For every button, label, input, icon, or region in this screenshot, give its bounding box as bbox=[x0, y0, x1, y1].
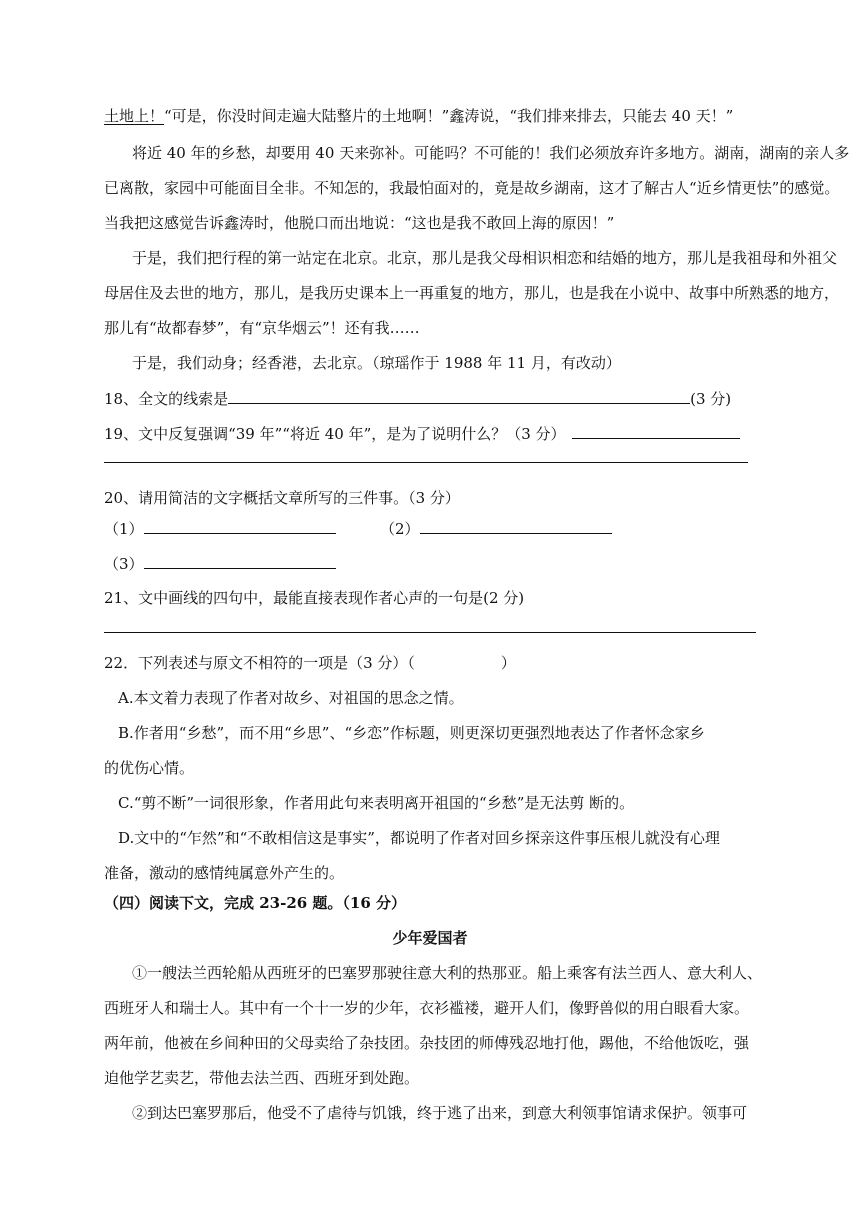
q22-option-b-line-2: 的优伤心情。 bbox=[104, 759, 195, 777]
para4: 于是，我们动身；经香港，去北京。（琼瑶作于 1988 年 11 月，有改动） bbox=[132, 354, 621, 372]
q19-label: 19、文中反复强调“39 年”“将近 40 年”，是为了说明什么？（3 分） bbox=[104, 425, 566, 443]
q20-item-2-label: （2） bbox=[380, 520, 420, 538]
q19-answer-blank[interactable] bbox=[572, 423, 740, 439]
q20-item-3 bbox=[104, 553, 336, 574]
para3-line-3: 那儿有“故都春梦”，有“京华烟云”！还有我…… bbox=[104, 319, 420, 337]
q18-label: 18、全文的线索是 bbox=[104, 390, 229, 408]
question-21: 21、文中画线的四句中，最能直接表现作者心声的一句是(2 分) bbox=[104, 589, 525, 607]
underlined-sentence: 土地上！ bbox=[104, 107, 165, 125]
q18-score: (3 分) bbox=[690, 390, 732, 408]
q22-close: ） bbox=[500, 654, 516, 672]
passage-line-1-rest: “可是，你没时间走遍大陆整片的土地啊！”鑫涛说，“我们排来排去，只能去 40 天！” bbox=[164, 107, 734, 125]
q22-label: 22．下列表述与原文不相符的一项是（3 分）（ bbox=[104, 654, 415, 672]
para2-line-2: 已离散，家园中可能面目全非。不知怎的，我最怕面对的，竟是故乡湖南，这才了解古人“近乡情更怯”的感觉。 bbox=[104, 179, 840, 197]
q20-item-3-blank[interactable] bbox=[144, 553, 336, 569]
q22-option-c: C.“剪不断”一词很形象，作者用此句来表明离开祖国的“乡愁”是无法剪 断的。 bbox=[118, 794, 635, 812]
q20-item-2 bbox=[380, 518, 612, 539]
q20-item-1-label: （1） bbox=[104, 520, 144, 538]
article-title: 少年爱国者 bbox=[392, 929, 468, 947]
question-19 bbox=[104, 423, 758, 444]
q20-item-1-blank[interactable] bbox=[144, 518, 336, 534]
q20-item-3-label: （3） bbox=[104, 555, 144, 573]
q22-option-b-line-1: B.作者用“乡愁”，而不用“乡思”、“乡恋”作标题，则更深切更强烈地表达了作者怀念家乡 bbox=[118, 724, 705, 742]
q22-option-d-line-2: 准备，激动的感情纯属意外产生的。 bbox=[104, 864, 345, 882]
para3-line-1: 于是，我们把行程的第一站定在北京。北京，那儿是我父母相识相恋和结婚的地方，那儿是我祖母和外祖父 bbox=[132, 249, 838, 267]
q21-answer-line[interactable] bbox=[104, 632, 756, 633]
q20-item-2-blank[interactable] bbox=[420, 518, 612, 534]
para2-line-1: 将近 40 年的乡愁，却要用 40 天来弥补。可能吗？不可能的！我们必须放弃许多地方。湖南，湖南的亲人多 bbox=[132, 144, 850, 162]
article-p1-line-1: ①一艘法兰西轮船从西班牙的巴塞罗那驶往意大利的热那亚。船上乘客有法兰西人、意大利人、 bbox=[132, 964, 763, 982]
para2-line-3: 当我把这感觉告诉鑫涛时，他脱口而出地说：“这也是我不敢回上海的原因！” bbox=[104, 214, 615, 232]
q20-item-1 bbox=[104, 518, 336, 539]
question-20: 20、请用简洁的文字概括文章所写的三件事。（3 分） bbox=[104, 489, 460, 507]
q22-option-a: A.本文着力表现了作者对故乡、对祖国的思念之情。 bbox=[118, 689, 464, 707]
article-p1-line-3: 两年前，他被在乡间种田的父母卖给了杂技团。杂技团的师傅残忍地打他，踢他，不给他饭吃，强 bbox=[104, 1034, 750, 1052]
section-4-heading: （四）阅读下文，完成 23-26 题。（16 分） bbox=[104, 894, 407, 912]
article-p1-line-4: 迫他学艺卖艺，带他去法兰西、西班牙到处跑。 bbox=[104, 1069, 420, 1087]
question-22 bbox=[104, 653, 758, 673]
article-p1-line-2: 西班牙人和瑞士人。其中有一个十一岁的少年，衣衫褴褛，避开人们，像野兽似的用白眼看大家。 bbox=[104, 999, 750, 1017]
question-18 bbox=[104, 388, 758, 409]
para3-line-2: 母居住及去世的地方，那儿，是我历史课本上一再重复的地方，那儿，也是我在小说中、故事中所熟悉的地方， bbox=[104, 284, 840, 302]
q22-option-d-line-1: D.文中的“乍然”和“不敢相信这是事实”，都说明了作者对回乡探亲这件事压根儿就没有心理 bbox=[118, 829, 720, 847]
passage-line-1 bbox=[104, 106, 758, 126]
q18-answer-blank[interactable] bbox=[228, 388, 690, 404]
article-p2-line-1: ②到达巴塞罗那后，他受不了虐待与饥饿，终于逃了出来，到意大利领事馆请求保护。领事可 bbox=[132, 1104, 748, 1122]
q19-answer-line[interactable] bbox=[104, 462, 748, 463]
